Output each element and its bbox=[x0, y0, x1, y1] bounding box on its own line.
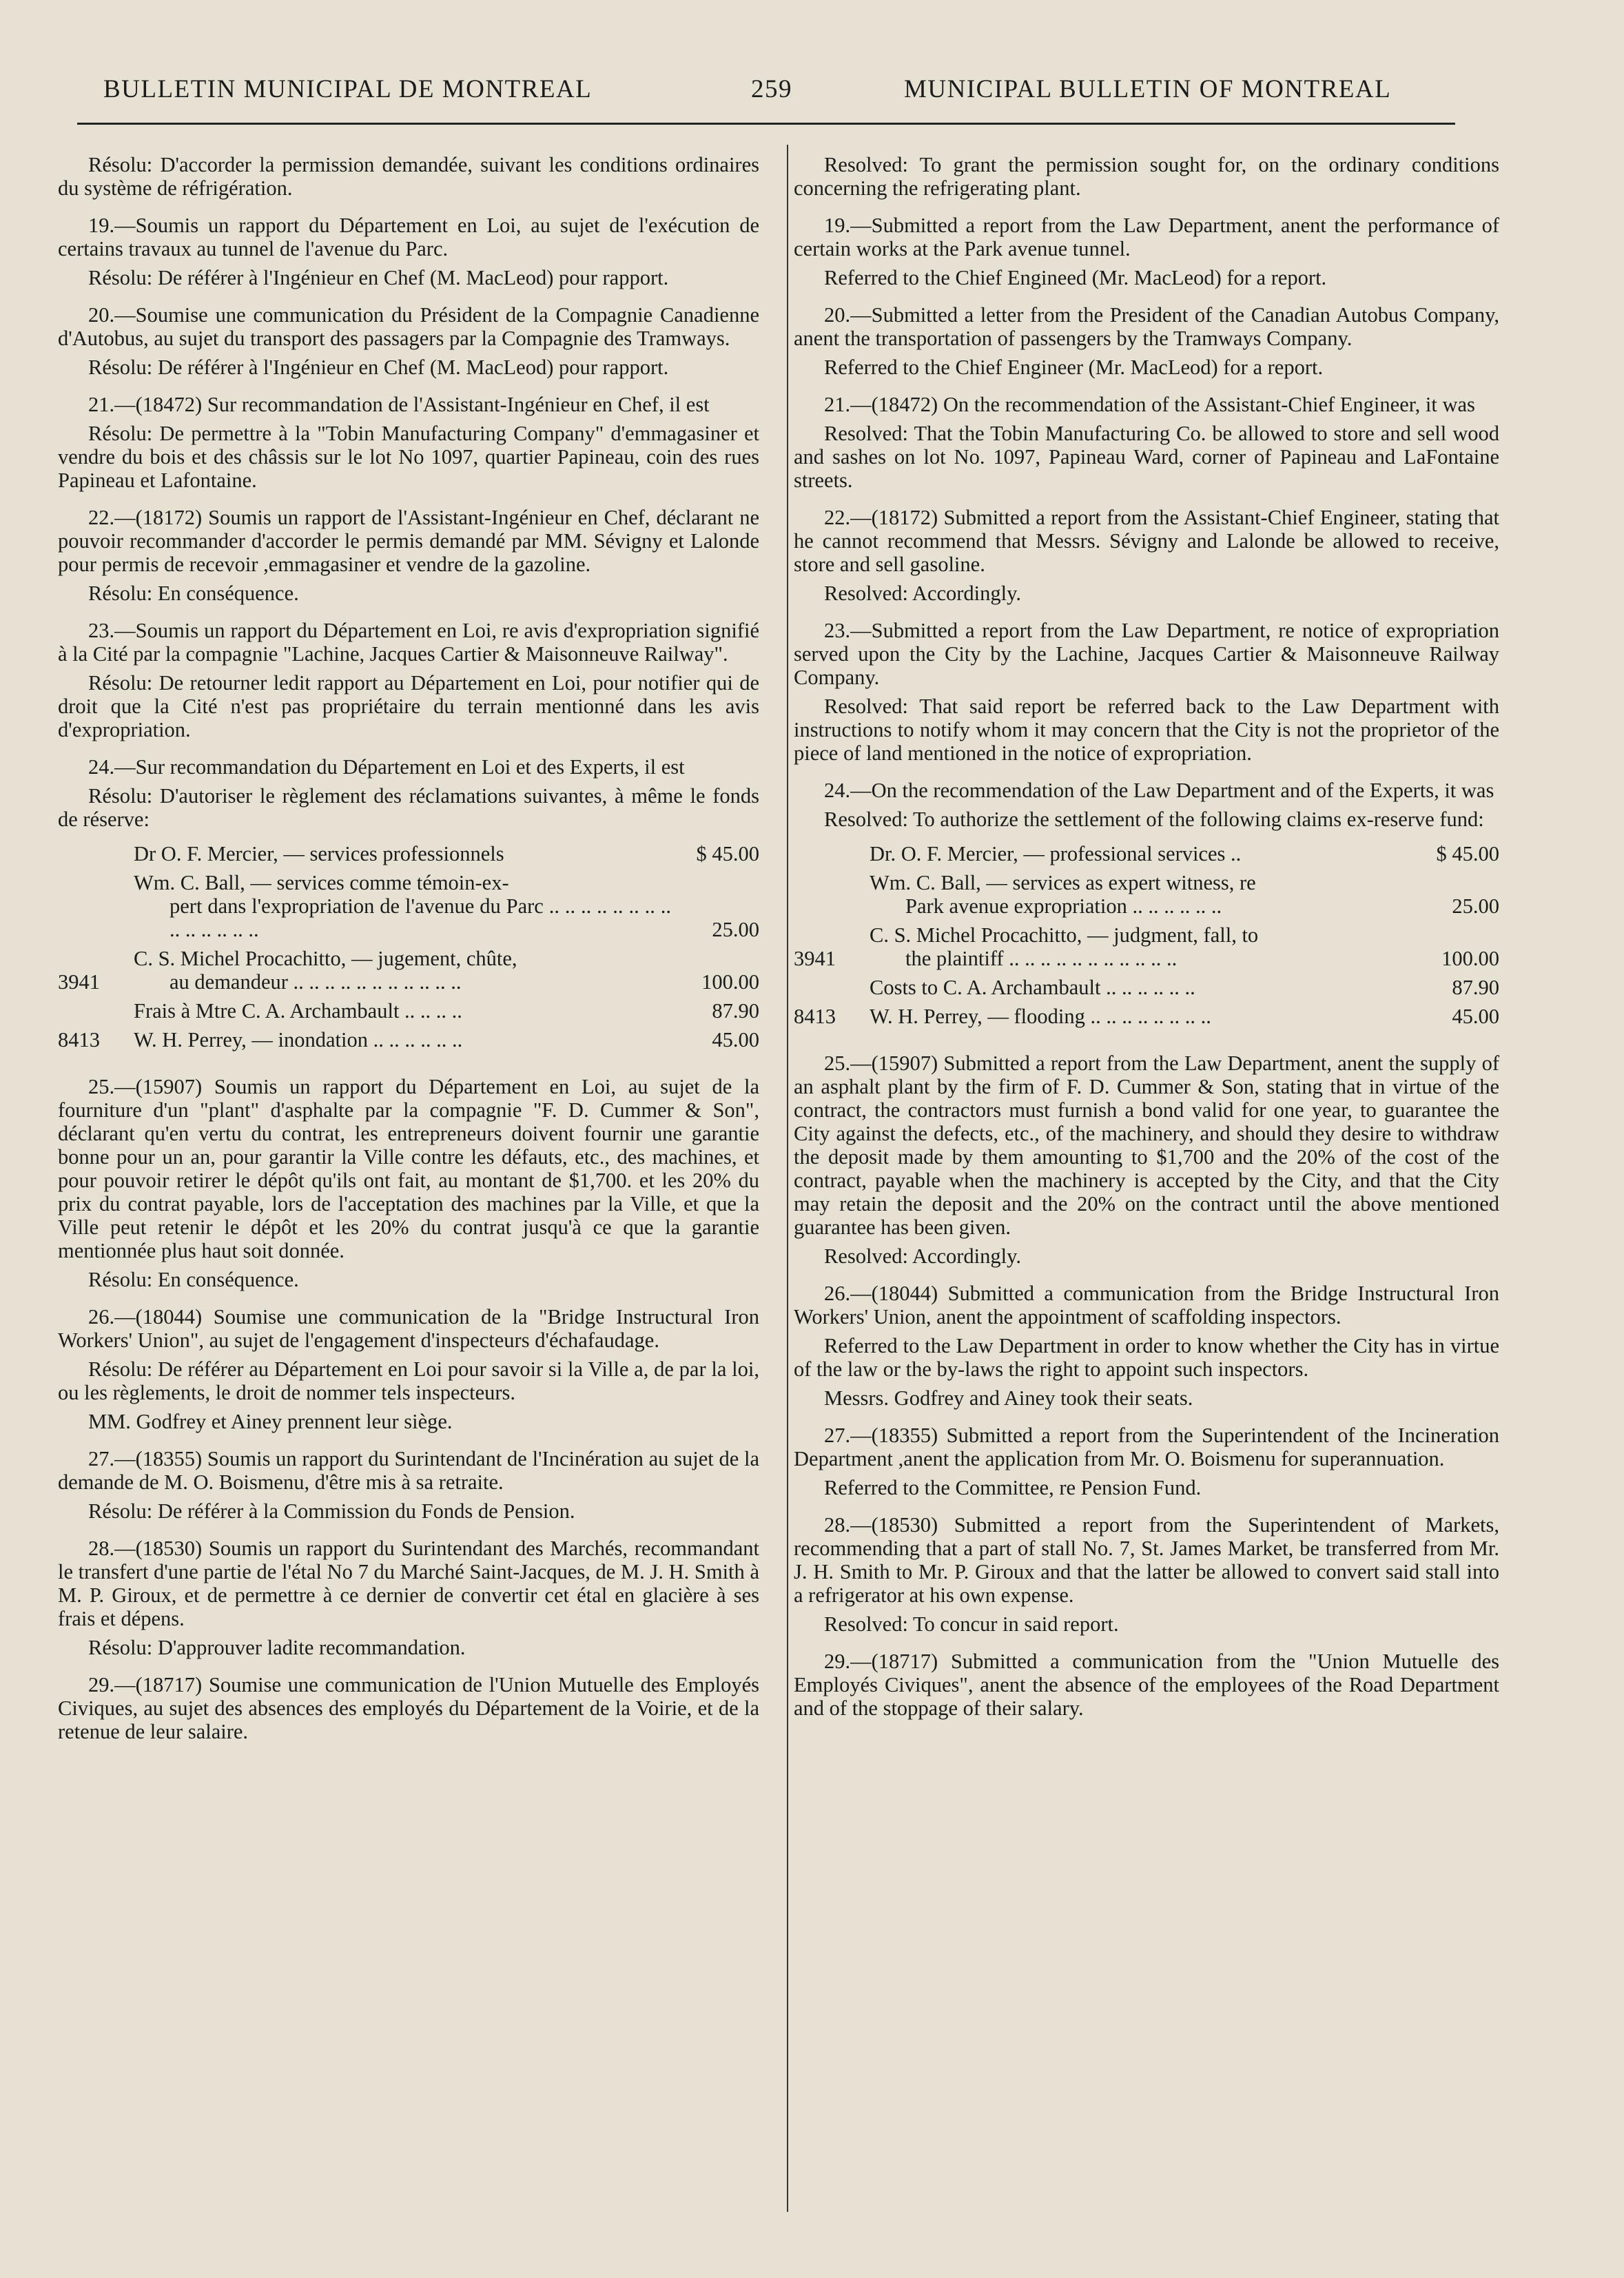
claim-amount: 25.00 bbox=[712, 918, 759, 941]
paragraph: 20.—Submitted a letter from the President of the Canadian Autobus Company, anent the transportation of passengers by the Tramways Company. bbox=[794, 303, 1499, 350]
claim-number: 8413 bbox=[794, 1005, 836, 1028]
paragraph: 24.—On the recommendation of the Law Department and of the Experts, it was bbox=[824, 779, 1494, 802]
claims-table-french bbox=[58, 839, 759, 1054]
table-row bbox=[794, 1002, 1499, 1031]
paragraph: 27.—(18355) Soumis un rapport du Surintendant de l'Incinération au sujet de la demande de M. O. Boismenu, d'être mis à sa retraite. bbox=[58, 1447, 759, 1494]
paragraph: Résolu: De permettre à la "Tobin Manufacturing Company" d'emmagasiner et vendre du bois et des châssis sur le lot No 1097, quartier Papineau, coin des rues Papineau et Lafontaine. bbox=[58, 422, 759, 492]
claim-amount: 87.90 bbox=[1452, 976, 1499, 999]
paragraph: Résolu: D'accorder la permission demandée, suivant les conditions ordinaires du système de réfrigération. bbox=[58, 153, 759, 200]
paragraph: Resolved: To concur in said report. bbox=[824, 1612, 1119, 1636]
claim-description bbox=[870, 1002, 1411, 1031]
claim-line: Frais à Mtre C. A. Archambault .. .. .. .. bbox=[134, 999, 462, 1023]
paragraph: Resolved: That the Tobin Manufacturing Co. be allowed to store and sell wood and sashes on lot No. 1097, Papineau Ward, corner of Papineau and LaFontaine streets. bbox=[794, 422, 1499, 492]
header-title-french: BULLETIN MUNICIPAL DE MONTREAL bbox=[103, 75, 593, 103]
paragraph: 28.—(18530) Soumis un rapport du Surintendant des Marchés, recommandant le transfert d'une partie de l'étal No 7 du Marché Saint-Jacques, de M. J. H. Smith à M. P. Giroux, et de permettre à ce dernier de convertir cet étal en glacière à ses frais et dépens. bbox=[58, 1537, 759, 1630]
paragraph: 26.—(18044) Submitted a communication from the Bridge Instructural Iron Workers' Union, anent the appointment of scaffolding inspectors. bbox=[794, 1282, 1499, 1328]
claim-number bbox=[794, 868, 870, 921]
claim-description bbox=[134, 839, 671, 868]
claim-line: W. H. Perrey, — inondation .. .. .. .. .. .. bbox=[134, 1028, 463, 1051]
paragraph: 25.—(15907) Submitted a report from the Law Department, anent the supply of an asphalt plant by the firm of F. D. Cummer & Son, stating that in virtue of the contract, the contractors must furnish a bond valid for one year, to guarantee the City against the defects, etc., of the machinery, and should they desire to withdraw the deposit made by them amounting to $1,700 and the 20% of the cost of the contract, payable when the machinery is accepted by the City, and that the City may retain the deposit and the 20% on the contract until the above mentioned guarantee has been given. bbox=[794, 1051, 1499, 1239]
paragraph: 26.—(18044) Soumise une communication de la "Bridge Instructural Iron Workers' Union", au sujet de l'engagement d'inspecteurs d'échafaudage. bbox=[58, 1305, 759, 1352]
paragraph: Résolu: D'approuver ladite recommandation. bbox=[88, 1636, 466, 1659]
table-row bbox=[794, 839, 1499, 868]
claim-description bbox=[134, 944, 671, 996]
claim-line: Dr O. F. Mercier, — services professionnels bbox=[134, 842, 504, 865]
paragraph: 21.—(18472) On the recommendation of the Assistant-Chief Engineer, it was bbox=[824, 393, 1475, 416]
claim-description bbox=[870, 973, 1411, 1002]
claim-amount: $ 45.00 bbox=[1436, 842, 1499, 865]
paragraph: Résolu: De référer au Département en Loi pour savoir si la Ville a, de par la loi, ou les règlements, le droit de nommer tels inspecteurs. bbox=[58, 1357, 759, 1404]
claim-number bbox=[58, 996, 134, 1025]
paragraph: 25.—(15907) Soumis un rapport du Département en Loi, au sujet de la fourniture d'un "plant" d'asphalte par la compagnie "F. D. Cummer & Son", déclarant qu'en vertu du contrat, les entrepreneurs doivent fournir une garantie bonne pour un an, pour garantir la Ville contre les défauts, etc., des machines, et pour pouvoir retirer le dépôt qu'ils ont fait, au montant de $1,700. et les 20% du prix du contrat payable, lors de l'acceptation des machines par la Ville, et que la Ville peut retenir le dépôt et les 20% du contrat jusqu'à ce que la garantie mentionnée plus haut soit donnée. bbox=[58, 1075, 759, 1262]
claim-line: W. H. Perrey, — flooding .. .. .. .. .. .. .. .. bbox=[870, 1005, 1211, 1028]
claim-line: C. S. Michel Procachitto, — judgment, fall, to bbox=[870, 923, 1259, 947]
paragraph: Referred to the Law Department in order to know whether the City has in virtue of the law or the by-laws the right to appoint such inspectors. bbox=[794, 1334, 1499, 1381]
claim-number: 3941 bbox=[58, 970, 100, 994]
paragraph: Resolved: Accordingly. bbox=[824, 1244, 1022, 1268]
table-row bbox=[58, 868, 759, 944]
claim-amount: 45.00 bbox=[712, 1028, 759, 1051]
french-column bbox=[58, 153, 759, 1757]
paragraph: Resolved: Accordingly. bbox=[824, 582, 1022, 605]
claims-table-english bbox=[794, 839, 1499, 1031]
table-row bbox=[794, 868, 1499, 921]
page-number: 259 bbox=[751, 75, 792, 103]
claim-line: Dr. O. F. Mercier, — professional services .. bbox=[870, 842, 1242, 865]
table-row bbox=[794, 973, 1499, 1002]
claim-number: 3941 bbox=[794, 947, 836, 970]
claim-amount: 100.00 bbox=[1441, 947, 1499, 970]
paragraph: 29.—(18717) Soumise une communication de l'Union Mutuelle des Employés Civiques, au sujet des absences des employés du Département de la Voirie, et de la retenue de leur salaire. bbox=[58, 1673, 759, 1743]
paragraph: 28.—(18530) Submitted a report from the Superintendent of Markets, recommending that a part of stall No. 7, St. James Market, be transferred from Mr. J. H. Smith to Mr. P. Giroux and that the latter be allowed to convert said stall into a refrigerator at his own expense. bbox=[794, 1513, 1499, 1607]
claim-number: 8413 bbox=[58, 1028, 100, 1051]
claim-line: pert dans l'expropriation de l'avenue du Parc .. .. .. .. .. .. .. .. .. .. .. .. .. .. bbox=[169, 894, 671, 941]
column-divider bbox=[787, 145, 788, 2212]
table-row bbox=[58, 944, 759, 996]
header-title-english: MUNICIPAL BULLETIN OF MONTREAL bbox=[904, 75, 1392, 103]
claim-number bbox=[794, 839, 870, 868]
claim-number bbox=[58, 868, 134, 944]
paragraph: 21.—(18472) Sur recommandation de l'Assistant-Ingénieur en Chef, il est bbox=[88, 393, 710, 416]
paragraph: Resolved: To authorize the settlement of the following claims ex-reserve fund: bbox=[824, 808, 1484, 831]
claim-amount: 25.00 bbox=[1452, 894, 1499, 918]
paragraph: Resolved: That said report be referred back to the Law Department with instructions to notify whom it may concern that the City is not the proprietor of the piece of land mentioned in the notice of expropriation. bbox=[794, 695, 1499, 765]
paragraph: 27.—(18355) Submitted a report from the Superintendent of the Incineration Department ,anent the application from Mr. O. Boismenu for superannuation. bbox=[794, 1424, 1499, 1470]
table-row bbox=[58, 839, 759, 868]
paragraph: Résolu: De retourner ledit rapport au Département en Loi, pour notifier qui de droit que la Cité n'est pas propriétaire du terrain mentionné dans les avis d'expropriation. bbox=[58, 671, 759, 741]
paragraph: 29.—(18717) Submitted a communication from the "Union Mutuelle des Employés Civiques", anent the absence of the employees of the Road Department and of the stoppage of their salary. bbox=[794, 1650, 1499, 1720]
claim-description bbox=[870, 868, 1411, 921]
claim-line: Park avenue expropriation .. .. .. .. .. .. bbox=[905, 894, 1222, 918]
claim-amount: $ 45.00 bbox=[696, 842, 759, 865]
table-row bbox=[58, 996, 759, 1025]
paragraph: Résolu: De référer à la Commission du Fonds de Pension. bbox=[88, 1499, 575, 1523]
claim-description bbox=[870, 921, 1411, 973]
paragraph: 23.—Soumis un rapport du Département en Loi, re avis d'expropriation signifié à la Cité par la compagnie "Lachine, Jacques Cartier & Maisonneuve Railway". bbox=[58, 619, 759, 666]
paragraph: Résolu: D'autoriser le règlement des réclamations suivantes, à même le fonds de réserve: bbox=[58, 784, 759, 831]
paragraph: Résolu: En conséquence. bbox=[88, 1268, 299, 1291]
paragraph: Referred to the Chief Engineer (Mr. MacLeod) for a report. bbox=[824, 356, 1324, 379]
paragraph: Résolu: De référer à l'Ingénieur en Chef (M. MacLeod) pour rapport. bbox=[88, 356, 669, 379]
paragraph: 22.—(18172) Soumis un rapport de l'Assistant-Ingénieur en Chef, déclarant ne pouvoir recommander d'accorder le permis demandé par MM. Sévigny et Lalonde pour permis de recevoir ,emmagasiner et vendre de la gazoline. bbox=[58, 506, 759, 576]
claim-line: Wm. C. Ball, — services comme témoin-ex- bbox=[134, 871, 509, 894]
claim-line: the plaintiff .. .. .. .. .. .. .. .. .. .. .. bbox=[905, 947, 1178, 970]
claim-amount: 87.90 bbox=[712, 999, 759, 1023]
paragraph: 19.—Submitted a report from the Law Department, anent the performance of certain works at the Park avenue tunnel. bbox=[794, 214, 1499, 260]
claim-description bbox=[134, 1025, 671, 1054]
claim-description bbox=[870, 839, 1411, 868]
claim-amount: 100.00 bbox=[701, 970, 759, 994]
paragraph: Résolu: En conséquence. bbox=[88, 582, 299, 605]
claim-line: C. S. Michel Procachitto, — jugement, chûte, bbox=[134, 947, 517, 970]
paragraph: 23.—Submitted a report from the Law Department, re notice of expropriation served upon the City by the Lachine, Jacques Cartier & Maisonneuve Railway Company. bbox=[794, 619, 1499, 689]
paragraph: Messrs. Godfrey and Ainey took their seats. bbox=[824, 1386, 1193, 1410]
claim-line: Wm. C. Ball, — services as expert witness, re bbox=[870, 871, 1256, 894]
claim-line: au demandeur .. .. .. .. .. .. .. .. .. .. .. bbox=[169, 970, 462, 994]
claim-description bbox=[134, 868, 671, 944]
claim-amount: 45.00 bbox=[1452, 1005, 1499, 1028]
paragraph: 22.—(18172) Submitted a report from the Assistant-Chief Engineer, stating that he cannot recommend that Messrs. Sévigny and Lalonde be allowed to receive, store and sell gasoline. bbox=[794, 506, 1499, 576]
english-column bbox=[794, 153, 1499, 1734]
table-row bbox=[58, 1025, 759, 1054]
paragraph: Referred to the Chief Engineed (Mr. MacLeod) for a report. bbox=[824, 266, 1327, 289]
paragraph: Résolu: De référer à l'Ingénieur en Chef (M. MacLeod) pour rapport. bbox=[88, 266, 669, 289]
table-row bbox=[794, 921, 1499, 973]
header-rule bbox=[77, 123, 1455, 125]
claim-line: Costs to C. A. Archambault .. .. .. .. .. .. bbox=[870, 976, 1195, 999]
claim-number bbox=[58, 839, 134, 868]
paragraph: 24.—Sur recommandation du Département en Loi et des Experts, il est bbox=[88, 755, 685, 779]
claim-number bbox=[794, 973, 870, 1002]
paragraph: Referred to the Committee, re Pension Fund. bbox=[824, 1476, 1202, 1499]
paragraph: Resolved: To grant the permission sought for, on the ordinary conditions concerning the refrigerating plant. bbox=[794, 153, 1499, 200]
paragraph: MM. Godfrey et Ainey prennent leur siège. bbox=[88, 1410, 453, 1433]
claim-description bbox=[134, 996, 671, 1025]
paragraph: 20.—Soumise une communication du Président de la Compagnie Canadienne d'Autobus, au sujet du transport des passagers par la Compagnie des Tramways. bbox=[58, 303, 759, 350]
paragraph: 19.—Soumis un rapport du Département en Loi, au sujet de l'exécution de certains travaux au tunnel de l'avenue du Parc. bbox=[58, 214, 759, 260]
